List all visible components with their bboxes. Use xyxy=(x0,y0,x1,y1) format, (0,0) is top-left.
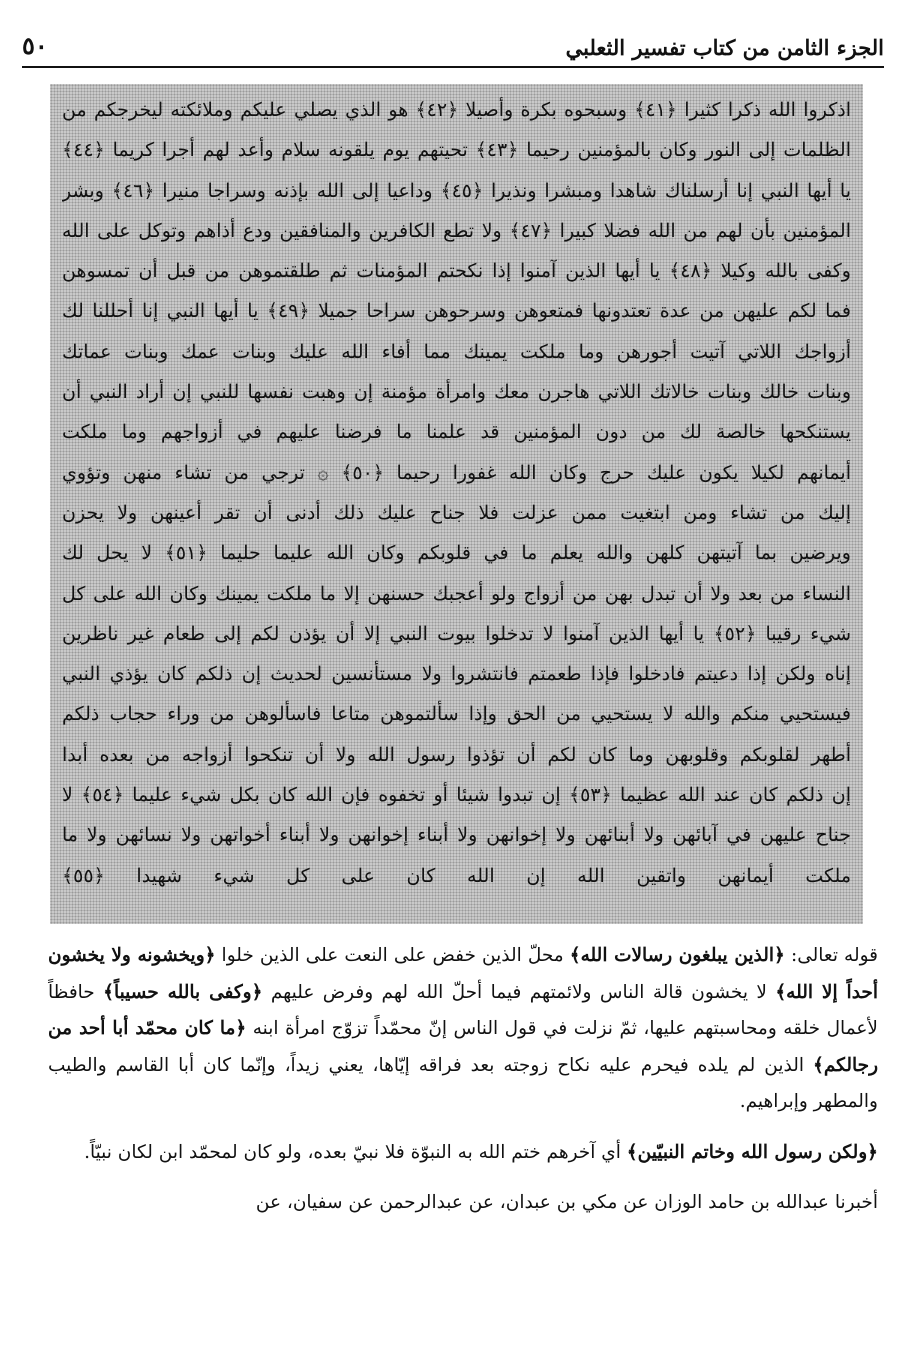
quran-line: فيستحيي منكم والله لا يستحيي من الحق وإذا سألتموهن متاعا فاسألوهن من وراء حجاب ذلكم xyxy=(62,703,851,726)
quran-line: النساء من بعد ولا أن تبدل بهن من أزواج ولو أعجبك حسنهن إلا ما ملكت يمينك وكان الله على كل xyxy=(62,582,851,605)
quran-line: يا أيها النبي إنا أرسلناك شاهدا ومبشرا ونذيرا ﴿٤٥﴾ وداعيا إلى الله بإذنه وسراجا منيرا ﴿٤٦﴾ وبشر xyxy=(62,179,851,202)
quran-line: شيء رقيبا ﴿٥٢﴾ يا أيها الذين آمنوا لا تدخلوا بيوت النبي إلا أن يؤذن لكم إلى طعام غير ناظرين xyxy=(62,622,851,645)
quoted-verse: ﴿وكفى بالله حسيباً﴾ xyxy=(103,981,263,1003)
commentary-paragraph xyxy=(48,1135,878,1172)
quran-line: ملكت أيمانهن واتقين الله إن الله كان على كل شيء شهيدا ﴿٥٥﴾ xyxy=(62,864,851,887)
quran-line: يستنكحها خالصة لك من دون المؤمنين قد علمنا ما فرضنا عليهم في أزواجهم وما ملكت xyxy=(62,421,851,444)
quran-line: وبنات خالك وبنات خالاتك اللاتي هاجرن معك وامرأة مؤمنة إن وهبت نفسها للنبي إن أراد النبي أن xyxy=(62,381,851,404)
commentary-text: لا يخشون قالة الناس ولائمتهم فيما أحلّ الله لهم وفرض عليهم xyxy=(262,981,776,1003)
commentary-text: حافظاً لأعمال خلقه ومحاسبتهم عليها، ثمّ نزلت في قول الناس إنّ محمّداً تزوّج امرأة ابنه xyxy=(48,981,878,1039)
page-number: ٥٠ xyxy=(22,31,48,60)
running-title: الجزء الثامن من كتاب تفسير الثعلبي xyxy=(565,35,884,60)
quran-line: أزواجك اللاتي آتيت أجورهن وما ملكت يمينك مما أفاء الله عليك وبنات عمك وبنات عماتك xyxy=(62,340,851,363)
commentary-text: أخبرنا عبدالله بن حامد الوزان عن مكي بن عبدان، عن عبدالرحمن عن سفيان، عن xyxy=(255,1192,878,1213)
commentary-paragraph xyxy=(48,1185,878,1222)
quran-line: إليك من تشاء ومن ابتغيت ممن عزلت فلا جناح عليك ذلك أدنى أن تقر أعينهن ولا يحزن xyxy=(62,501,851,524)
commentary-paragraph xyxy=(48,938,878,1121)
quran-line: وكفى بالله وكيلا ﴿٤٨﴾ يا أيها الذين آمنوا إذا نكحتم المؤمنات ثم طلقتموهن من قبل أن تمسوهن xyxy=(62,260,851,283)
commentary-text: قوله تعالى: xyxy=(784,945,878,966)
commentary-text: محلّ الذين خفض على النعت على الذين خلوا xyxy=(215,945,570,966)
commentary-text: الذين لم يلده فيحرم عليه نكاح زوجته بعد فراقه إيّاها، يعني زيداً، وإنّما كان أبا القاسم والطيب والمطهر وإبراهيم. xyxy=(48,1054,878,1112)
quoted-verse: ﴿ويخشونه ولا يخشون أحداً إلا الله﴾ xyxy=(48,945,878,1003)
quran-line: الظلمات إلى النور وكان بالمؤمنين رحيما ﴿٤٣﴾ تحيتهم يوم يلقونه سلام وأعد لهم أجرا كريما ﴿٤٤﴾ xyxy=(62,139,851,162)
quoted-verse: ﴿الذين يبلغون رسالات الله﴾ xyxy=(569,945,785,966)
quran-line: ويرضين بما آتيتهن كلهن والله يعلم ما في قلوبكم وكان الله عليما حليما ﴿٥١﴾ لا يحل لك xyxy=(62,542,851,565)
commentary-text: أي آخرهم ختم الله به النبوّة فلا نبيّ بعده، ولو كان لمحمّد ابن لكان نبيّاً. xyxy=(84,1141,627,1163)
quran-line: إناه ولكن إذا دعيتم فادخلوا فإذا طعمتم فانتشروا ولا مستأنسين لحديث إن ذلكم كان يؤذي النبي xyxy=(62,663,851,686)
quran-line: جناح عليهن في آبائهن ولا أبنائهن ولا إخوانهن ولا أبناء إخوانهن ولا أبناء أخواتهن ولا نسائهن ولا ما xyxy=(62,824,851,847)
quran-line: إن ذلكم كان عند الله عظيما ﴿٥٣﴾ إن تبدوا شيئا أو تخفوه فإن الله كان بكل شيء عليما ﴿٥٤﴾ لا xyxy=(62,784,851,807)
quran-line: المؤمنين بأن لهم من الله فضلا كبيرا ﴿٤٧﴾ ولا تطع الكافرين والمنافقين ودع أذاهم وتوكل على الله xyxy=(62,219,851,242)
quran-text-box xyxy=(50,84,863,924)
commentary xyxy=(48,938,878,1236)
quran-line: اذكروا الله ذكرا كثيرا ﴿٤١﴾ وسبحوه بكرة وأصيلا ﴿٤٢﴾ هو الذي يصلي عليكم وملائكته ليخرجكم من xyxy=(62,99,851,121)
quran-line: أيمانهم لكيلا يكون عليك حرج وكان الله غفورا رحيما ﴿٥٠﴾ ۞ ترجي من تشاء منهن وتؤوي xyxy=(62,461,851,484)
quoted-verse: ﴿ما كان محمّد أبا أحد من رجالكم﴾ xyxy=(48,1018,878,1076)
quran-line: أطهر لقلوبكم وقلوبهن وما كان لكم أن تؤذوا رسول الله ولا أن تنكحوا أزواجه من بعده أبدا xyxy=(62,743,851,766)
quran-line: فما لكم عليهن من عدة تعتدونها فمتعوهن وسرحوهن سراحا جميلا ﴿٤٩﴾ يا أيها النبي إنا أحللنا لك xyxy=(62,300,851,323)
page-header xyxy=(22,24,884,68)
quoted-verse: ﴿ولكن رسول الله وخاتم النبيّين﴾ xyxy=(626,1141,878,1163)
